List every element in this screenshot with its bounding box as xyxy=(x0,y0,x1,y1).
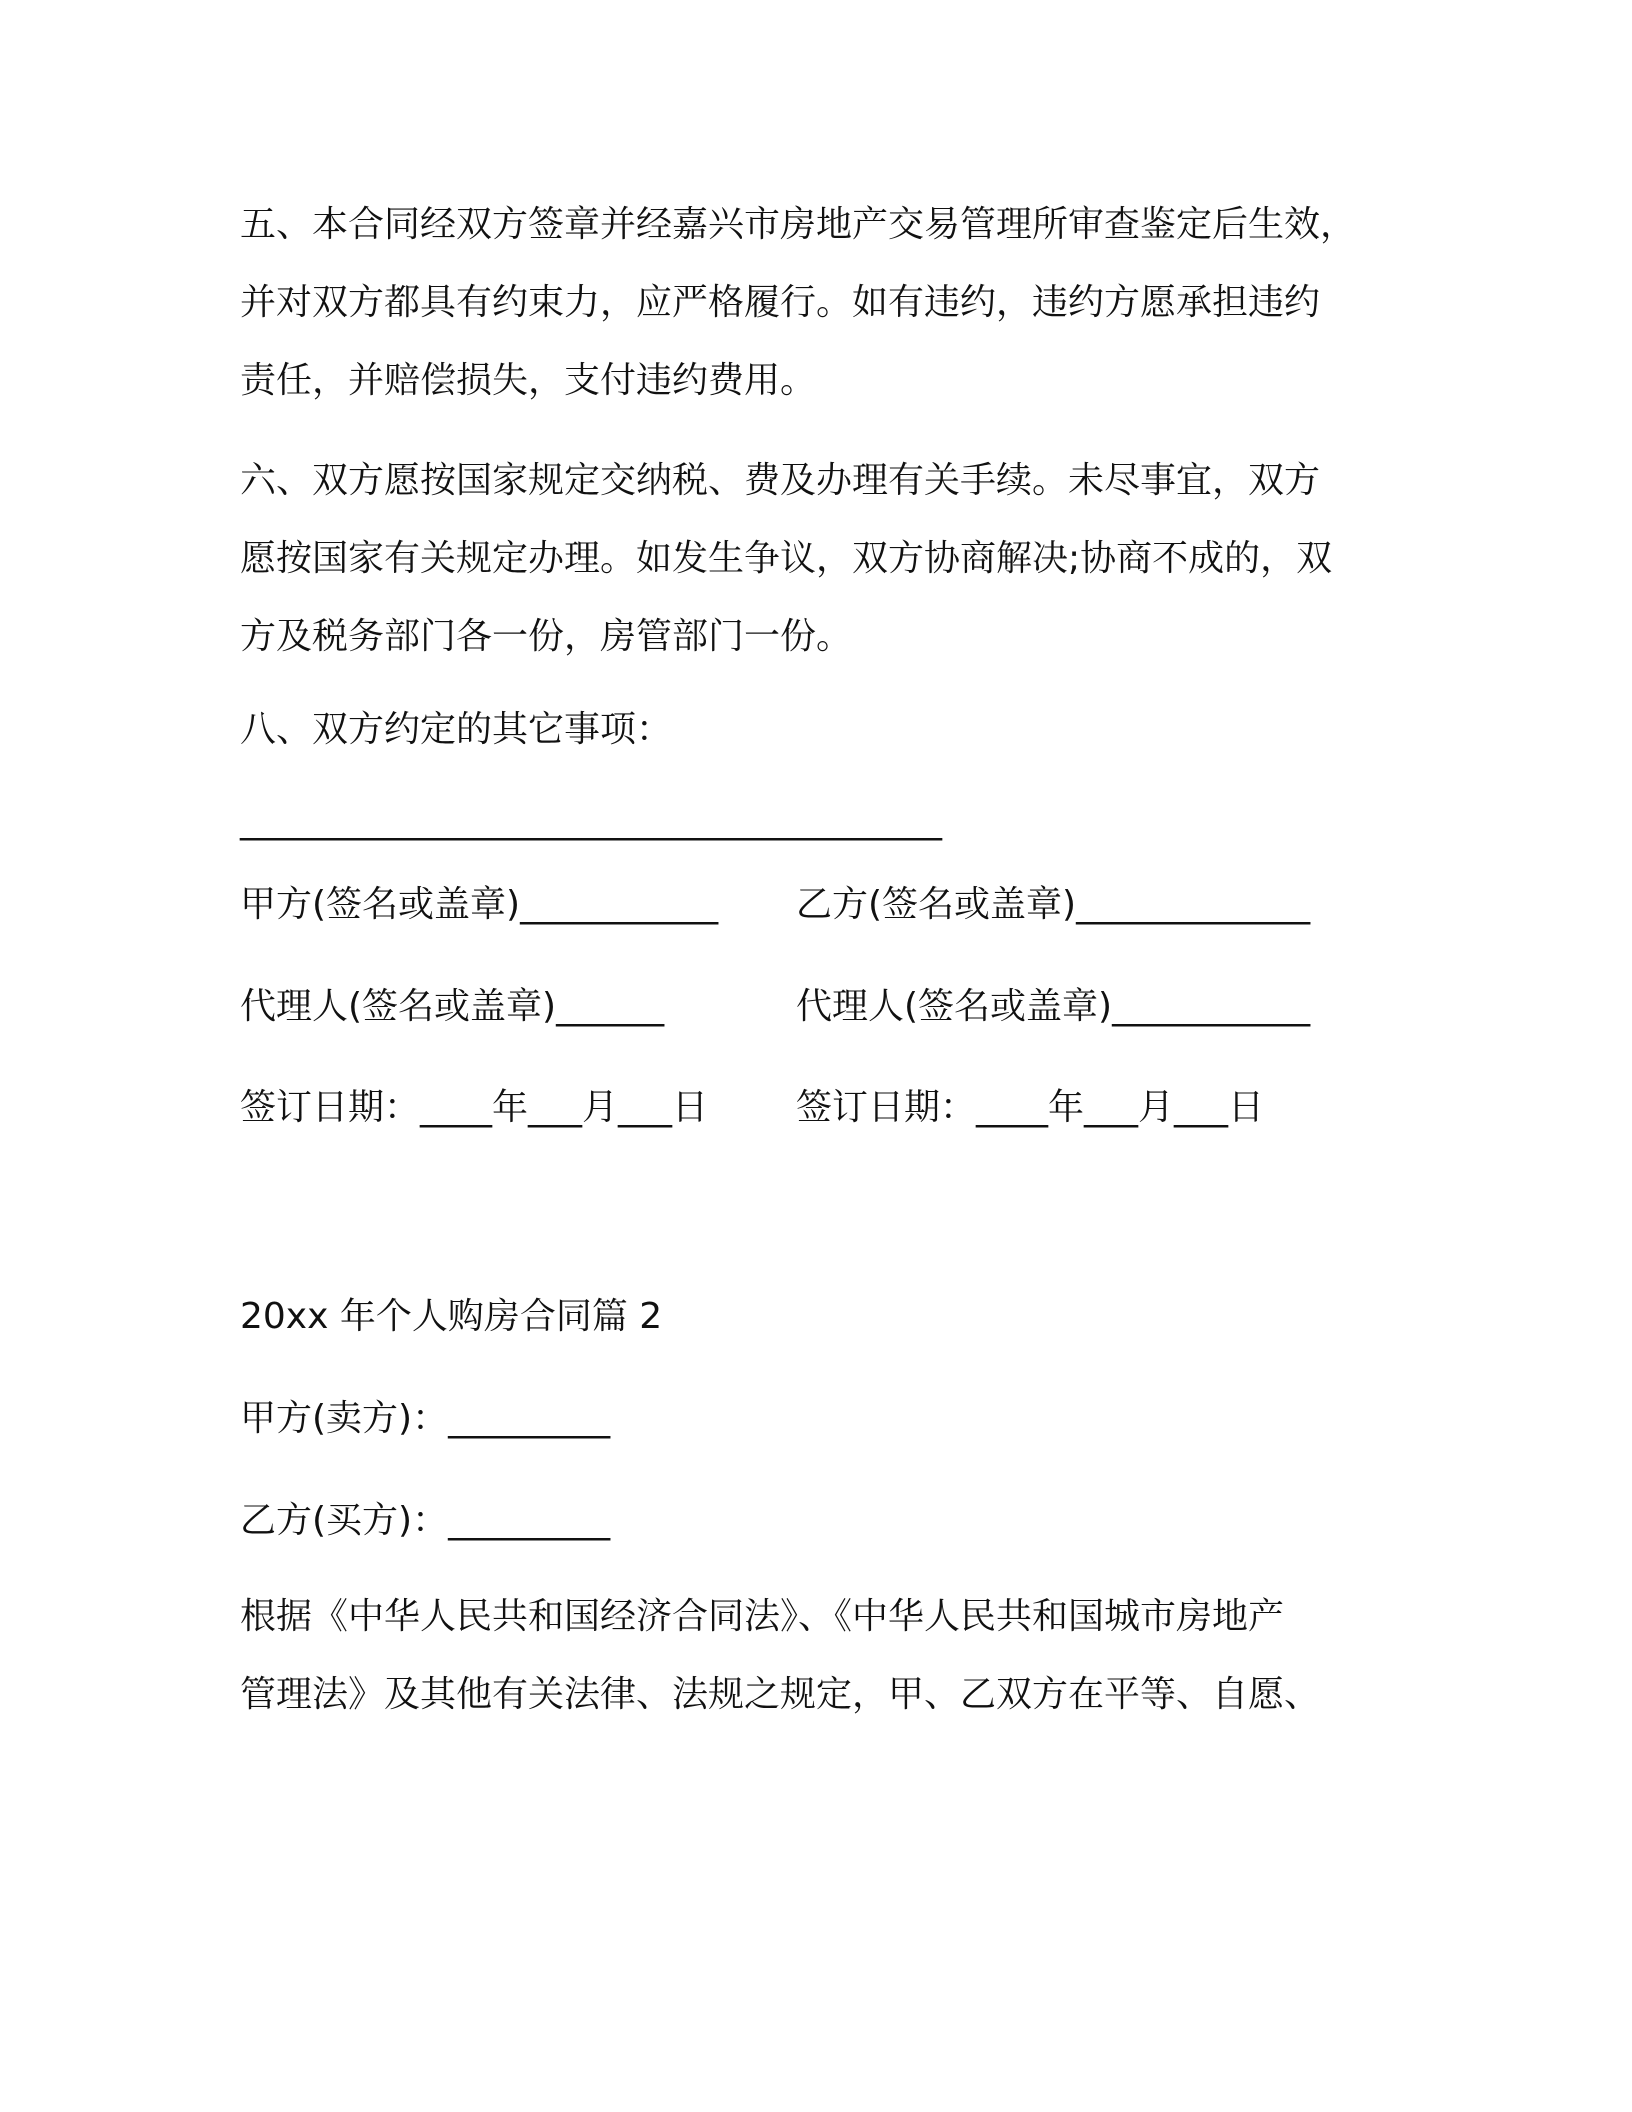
buyer-field: 乙方(买方)：_________ xyxy=(240,1500,611,1541)
seller-field: 甲方(卖方)：_________ xyxy=(240,1398,611,1439)
sign-date-a: 签订日期：____年___月___日 xyxy=(240,1087,709,1128)
clause-8-heading: 八、双方约定的其它事项： xyxy=(240,709,673,750)
clause-6-paragraph xyxy=(240,442,1400,676)
clause-6-line-3: 方及税务部门各一份，房管部门一份。 xyxy=(240,616,853,657)
agent-b-signature: 代理人(签名或盖章)___________ xyxy=(796,986,1311,1027)
party-b-signature: 乙方(签名或盖章)_____________ xyxy=(796,884,1311,925)
sign-date-b: 签订日期：____年___月___日 xyxy=(796,1087,1265,1128)
clause-5-line-1: 五、本合同经双方签章并经嘉兴市房地产交易管理所审查鉴定后生效， xyxy=(240,204,1357,245)
clause-5-line-3: 责任，并赔偿损失，支付违约费用。 xyxy=(240,360,817,401)
clause-5-paragraph xyxy=(240,186,1400,420)
clause-6-line-1: 六、双方愿按国家规定交纳税、费及办理有关手续。未尽事宜，双方 xyxy=(240,460,1321,501)
clause-5-line-2: 并对双方都具有约束力，应严格履行。如有违约，违约方愿承担违约 xyxy=(240,282,1321,323)
agent-a-signature: 代理人(签名或盖章)______ xyxy=(240,986,665,1027)
contract-2-title: 20xx 年个人购房合同篇 2 xyxy=(240,1296,663,1337)
intro-line-1: 根据《中华人民共和国经济合同法》、《中华人民共和国城市房地产 xyxy=(240,1596,1285,1637)
contract-2-intro-paragraph xyxy=(240,1578,1400,1734)
clause-8-blank-line: _______________________________________ xyxy=(240,800,942,841)
intro-line-2: 管理法》及其他有关法律、法规之规定，甲、乙双方在平等、自愿、 xyxy=(240,1674,1321,1715)
clause-6-line-2: 愿按国家有关规定办理。如发生争议，双方协商解决;协商不成的，双 xyxy=(240,538,1333,579)
party-a-signature: 甲方(签名或盖章)___________ xyxy=(240,884,719,925)
